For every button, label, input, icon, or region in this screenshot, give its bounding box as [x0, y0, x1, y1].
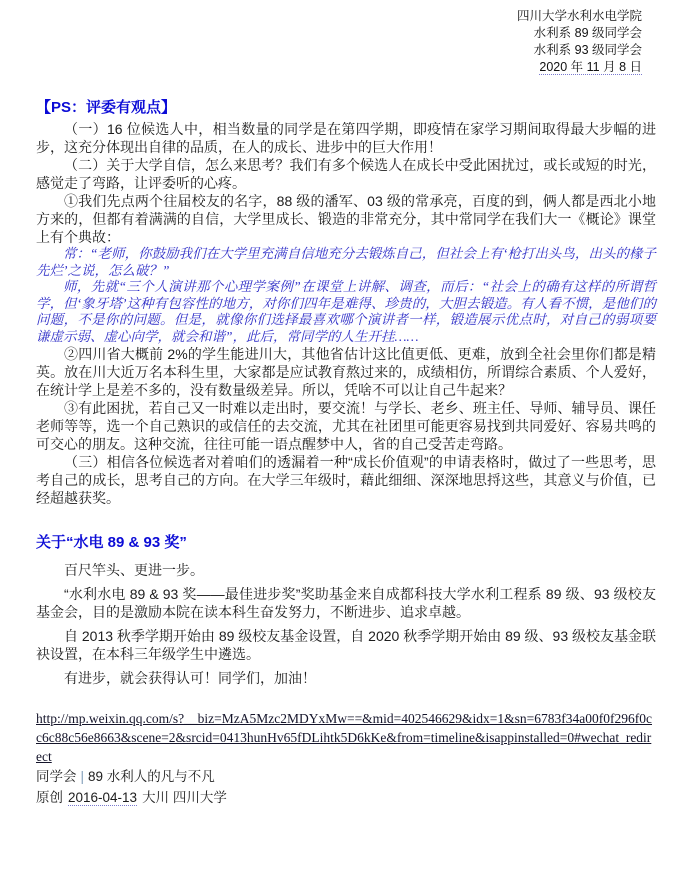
award-paragraph-1: 百尺竿头、更进一步。: [64, 562, 204, 578]
dialogue-quote-student: 常：“老师，你鼓励我们在大学里充满自信地充分去锻炼自己，但社会上有‘枪打出头鸟，出头的椽子先烂’之说，怎么破？”: [36, 246, 656, 278]
pipe-separator: |: [80, 769, 85, 784]
header-org: 四川大学水利水电学院: [516, 9, 642, 23]
ps-section-heading: 【PS：评委有观点】: [36, 99, 177, 116]
byline-author: 大川 四川大学: [142, 790, 227, 805]
date-smart-tag: 2020 年 11 月 8 日: [539, 60, 642, 74]
ps-paragraph-6: （三）相信各位候选者对着咱们的透漏着一种“成长价值观”的申请表格时，做过了一些思考，思考自己的成长，思考自己的方向。在大学三年级时，藉此细细、深深地思捋这些，其意义与价值，已经超越获奖。: [36, 454, 656, 506]
byline-prefix: 原创: [36, 790, 63, 805]
ps-paragraph-5: ③有此困扰，若自己又一时难以走出时，要交流！与学长、老乡、班主任、导师、辅导员、课任老师等等，选一个自己熟识的或信任的去交流，尤其在社团里可能更容易找到共同爱好、容易共鸣的可交心的朋友。这种交流，往往可能一语点醒梦中人，省的自己受苦走弯路。: [36, 400, 656, 452]
award-paragraph-4: 有进步，就会获得认可！同学们，加油！: [64, 670, 316, 686]
source-link-block: [36, 709, 656, 766]
header-date: [36, 59, 642, 76]
wechat-article-link[interactable]: http://mp.weixin.qq.com/s?__biz=MzA5Mzc2MDYxMw==&mid=402546629&idx=1&sn=6783f34a00f0f296f0cc6c88c56e8663&scene=2&srcid=0413hunHv65fDLihtk5D6kKe&from=timeline&isappinstalled=0#wechat_redirect: [36, 711, 652, 764]
article-title: 89 水利人的凡与不凡: [88, 769, 215, 784]
byline-date: 2016-04-13: [68, 790, 138, 805]
source-prefix: 同学会: [36, 769, 77, 784]
ps-paragraph-3: ①我们先点两个往届校友的名字，88 级的潘军、03 级的常承亮，百度的到，俩人都是西北小地方来的，但都有着满满的自信，大学里成长、锻造的非常充分，其中常同学在我们大一《概论》课堂上有个典故：: [36, 193, 656, 245]
document-header: [36, 8, 656, 76]
award-paragraph-3: 自 2013 秋季学期开始由 89 级校友基金设置，自 2020 秋季学期开始由 89 级、93 级校友基金联袂设置，在本科三年级学生中遴选。: [36, 628, 657, 662]
article-source-line: [36, 766, 656, 787]
ps-paragraph-2: （二）关于大学自信，怎么来思考？我们有多个候选人在成长中受此困扰过，或长或短的时光，感觉走了弯路，让评委听的心疼。: [36, 157, 656, 191]
article-byline: [36, 787, 656, 808]
ps-paragraph-1: （一）16 位候选人中，相当数量的同学是在第四学期，即疫情在家学习期间取得最大步幅的进步，这充分体现出自律的品质，在人的成长、进步中的巨大作用！: [36, 121, 656, 155]
header-group-89: 水利系 89 级同学会: [533, 26, 642, 40]
award-paragraph-2: “水利水电 89 & 93 奖——最佳进步奖”奖助基金来自成都科技大学水利工程系 89 级、93 级校友基金会，目的是激励本院在读本科生奋发努力，不断进步、追求卓越。: [36, 586, 656, 620]
award-section-heading: 关于“水电 89 & 93 奖”: [36, 534, 187, 551]
header-group-93: 水利系 93 级同学会: [533, 43, 642, 57]
ps-paragraph-4: ②四川省大概前 2%的学生能进川大，其他省估计这比值更低、更难，放到全社会里你们都是精英。放在川大近万名本科生里，大家都是应试教育熬过来的，成绩相仿，所谓综合素质、个人爱好，在统计学上是差不多的，没有数量级差异。所以，凭啥不可以让自己牛起来？: [36, 346, 656, 398]
dialogue-quote-teacher: 师，先就“三个人演讲那个心理学案例”在课堂上讲解、调查，而后：“社会上的确有这样的所谓哲学，但‘象牙塔’这种有包容性的地方，对你们四年是难得、珍贵的，大胆去锻造。有人看不惯，是他们的问题，不是你的问题。但是，就像你们选择最喜欢哪个演讲者一样，锻造展示优点时，对自己的弱项要谦虚示弱、虚心向学，就会和谐”，此后，常同学的人生开挂……: [36, 279, 656, 344]
